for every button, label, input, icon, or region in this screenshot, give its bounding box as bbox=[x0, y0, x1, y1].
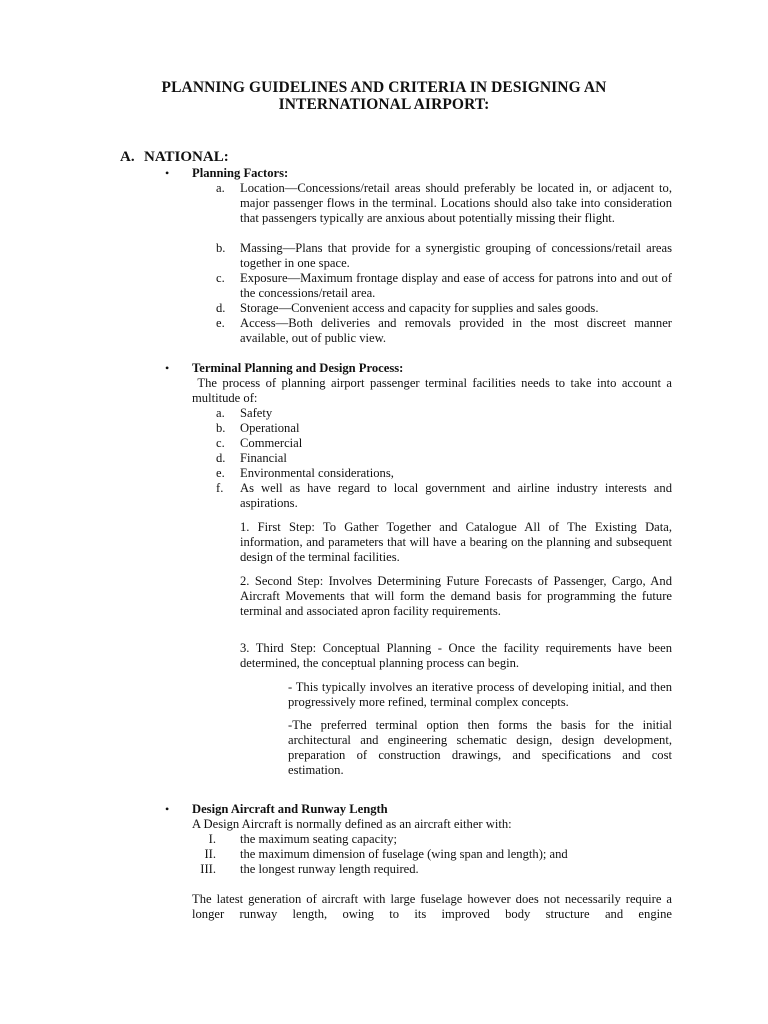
list-marker: e. bbox=[216, 466, 225, 480]
design-aircraft-heading: Design Aircraft and Runway Length bbox=[192, 802, 388, 816]
section-heading bbox=[120, 149, 229, 166]
list-marker: b. bbox=[216, 241, 226, 255]
list-item: Financial bbox=[240, 451, 287, 465]
section-letter: A. bbox=[120, 149, 135, 165]
list-item: Access—Both deliveries and removals provided in the most discreet manner available, out of public view. bbox=[240, 316, 672, 345]
list-marker: III. bbox=[200, 862, 216, 876]
list-marker: a. bbox=[216, 181, 225, 195]
list-item: the longest runway length required. bbox=[240, 862, 419, 876]
title-line-1: PLANNING GUIDELINES AND CRITERIA IN DESIGNING AN bbox=[161, 79, 607, 96]
list-marker: f. bbox=[216, 481, 224, 495]
list-marker: d. bbox=[216, 301, 226, 315]
list-marker: c. bbox=[216, 271, 225, 285]
list-item: Location—Concessions/retail areas should preferably be located in, or adjacent to, major passenger flows in the terminal. Locations should also take into consideration that passengers typically are anxious about potentially missing their flight. bbox=[240, 181, 672, 225]
list-marker: I. bbox=[208, 832, 216, 846]
step-paragraph: 3. Third Step: Conceptual Planning - Once the facility requirements have been determined, the conceptual planning process can begin. bbox=[240, 641, 672, 670]
title-line-2: INTERNATIONAL AIRPORT: bbox=[278, 96, 490, 113]
list-marker: e. bbox=[216, 316, 225, 330]
list-item: Safety bbox=[240, 406, 273, 420]
list-marker: c. bbox=[216, 436, 225, 450]
design-aircraft-intro: A Design Aircraft is normally defined as an aircraft either with: bbox=[192, 817, 512, 831]
planning-factors-heading: Planning Factors: bbox=[192, 166, 289, 180]
terminal-planning-heading: Terminal Planning and Design Process: bbox=[192, 361, 404, 375]
list-item: the maximum dimension of fuselage (wing span and length); and bbox=[240, 847, 568, 861]
list-marker: II. bbox=[204, 847, 216, 861]
list-item: Storage—Convenient access and capacity for supplies and sales goods. bbox=[240, 301, 599, 315]
list-item: Exposure—Maximum frontage display and ease of access for patrons into and out of the concessions/retail area. bbox=[240, 271, 672, 300]
bullet-icon: • bbox=[165, 802, 170, 816]
bullet-icon: • bbox=[165, 166, 170, 180]
sub-note: - This typically involves an iterative process of developing initial, and then progressively more refined, terminal complex concepts. bbox=[288, 680, 672, 709]
bullet-icon: • bbox=[165, 361, 170, 375]
list-marker: d. bbox=[216, 451, 226, 465]
step-paragraph: 2. Second Step: Involves Determining Future Forecasts of Passenger, Cargo, And Aircraft Movements that will form the demand basis for programming the future terminal and associated apron facility requirements. bbox=[240, 574, 672, 618]
list-item: As well as have regard to local government and airline industry interests and aspirations. bbox=[240, 481, 672, 510]
sub-note: -The preferred terminal option then forms the basis for the initial architectural and engineering schematic design, design development, preparation of construction drawings, and specifications and cost estimation. bbox=[288, 718, 672, 777]
list-item: Environmental considerations, bbox=[240, 466, 394, 480]
list-item: the maximum seating capacity; bbox=[240, 832, 398, 846]
terminal-planning-intro: The process of planning airport passenger terminal facilities needs to take into account a multitude of: bbox=[192, 376, 676, 405]
list-marker: a. bbox=[216, 406, 225, 420]
step-paragraph: 1. First Step: To Gather Together and Catalogue All of The Existing Data, information, and parameters that will have a bearing on the planning and subsequent design of the terminal facilities. bbox=[240, 520, 672, 564]
list-marker: b. bbox=[216, 421, 226, 435]
document-title bbox=[100, 79, 668, 113]
list-item: Commercial bbox=[240, 436, 303, 450]
section-title: NATIONAL: bbox=[144, 149, 229, 165]
closing-paragraph: The latest generation of aircraft with large fuselage however does not necessarily require a longer runway length, owing to its improved body structure and engine bbox=[192, 892, 672, 921]
list-item: Operational bbox=[240, 421, 300, 435]
list-item: Massing—Plans that provide for a synergistic grouping of concessions/retail areas together in one space. bbox=[240, 241, 672, 270]
